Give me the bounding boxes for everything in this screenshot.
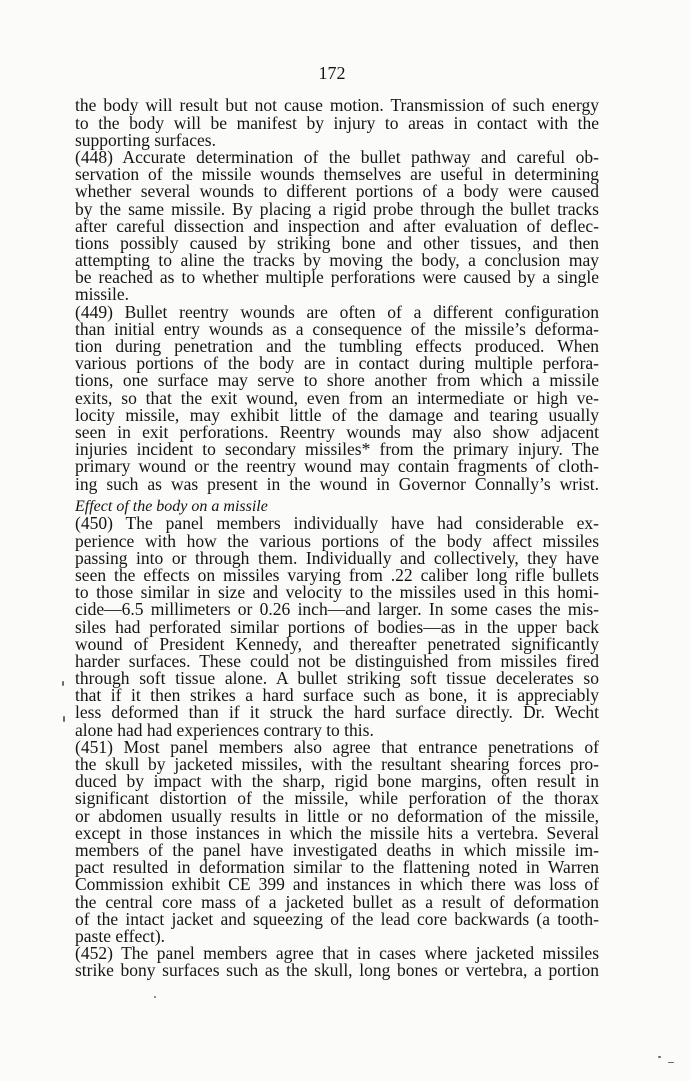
text-line: (451) Most panel members also agree that entrance penetrations of (75, 736, 599, 757)
text-line: whether several wounds to different portions of a body were caused (75, 181, 599, 202)
scan-speck (154, 996, 156, 998)
text-line: to the body will be manifest by injury to areas in contact with the (75, 112, 599, 133)
text-line: tion during penetration and the tumbling effects produced. When (75, 336, 599, 357)
text-line: passing into or through them. Individually and collectively, they have (75, 547, 599, 568)
text-line: pact resulted in deformation similar to the flattening noted in Warren (75, 857, 599, 878)
text-line: alone had had experiences contrary to this. (75, 719, 374, 740)
scan-speck (658, 1056, 661, 1058)
paragraph-449 (75, 301, 599, 494)
text-line: (448) Accurate determination of the bullet pathway and careful ob- (75, 146, 599, 167)
text-line: attempting to aline the tracks by moving the body, a conclusion may (75, 250, 599, 271)
text-line: locity missile, may exhibit little of the damage and tearing usually (75, 404, 599, 425)
text-line: members of the panel have investigated deaths in which missile im- (75, 839, 599, 860)
text-line: or abdomen usually results in little or no deformation of the missile, (75, 805, 599, 826)
text-line: ing such as was present in the wound in Governor Connally’s wrist. (75, 473, 599, 494)
text-line: missile. (75, 284, 129, 305)
text-line: through soft tissue alone. A bullet striking soft tissue decelerates so (75, 668, 599, 689)
text-line: harder surfaces. These could not be distinguished from missiles fired (75, 650, 599, 671)
text-line: supporting surfaces. (75, 129, 216, 150)
section-heading: Effect of the body on a missile (75, 498, 268, 516)
body-text (75, 97, 599, 979)
text-line: duced by impact with the sharp, rigid bone margins, often result in (75, 771, 599, 792)
text-line: paste effect). (75, 925, 166, 946)
text-line: significant distortion of the missile, while perforation of the thorax (75, 788, 599, 809)
text-line: various portions of the body are in contact during multiple perfora- (75, 353, 599, 374)
text-line: exits, so that the exit wound, even from an intermediate or high ve- (75, 387, 599, 408)
text-line: (449) Bullet reentry wounds are often of a different configuration (75, 301, 599, 322)
paragraph-451 (75, 736, 599, 946)
text-line: seen in exit perforations. Reentry wounds may also show adjacent (75, 421, 599, 442)
text-line: injuries incident to secondary missiles* from the primary injury. The (75, 439, 599, 460)
text-line: cide—6.5 millimeters or 0.26 inch—and larger. In some cases the mis- (75, 599, 599, 620)
text-line: than initial entry wounds as a consequence of the missile’s deforma- (75, 318, 599, 339)
text-line: the skull by jacketed missiles, with the resultant shearing forces pro- (75, 754, 599, 775)
text-line: to those similar in size and velocity to the missiles used in this homi- (75, 582, 599, 603)
text-line: be reached as to whether multiple perforations were caused by a single (75, 267, 599, 288)
text-line: tions, one surface may serve to shore another from which a missile (75, 370, 599, 391)
page-number: 172 (318, 63, 346, 83)
text-line: except in those instances in which the missile hits a vertebra. Several (75, 822, 599, 843)
text-line: tions possibly caused by striking bone and other tissues, and then (75, 232, 599, 253)
text-line: less deformed than if it struck the hard surface directly. Dr. Wecht (75, 702, 599, 723)
text-line: strike bony surfaces such as the skull, long bones or vertebra, a portion (75, 960, 599, 981)
scan-speck (62, 681, 64, 686)
text-line: the central core mass of a jacketed bullet as a result of deformation (75, 891, 599, 912)
text-line: seen the effects on missiles varying from .22 caliber long rifle bullets (75, 564, 599, 585)
paragraph-continued (75, 97, 599, 149)
scan-speck (63, 716, 65, 722)
text-line: by the same missile. By placing a rigid probe through the bullet tracks (75, 198, 599, 219)
text-line: Commission exhibit CE 399 and instances in which there was loss of (75, 874, 599, 895)
text-line: perience with how the various portions of the body affect missiles (75, 530, 599, 551)
paragraph-450 (75, 515, 599, 738)
text-line: that if it then strikes a hard surface such as bone, it is appreciably (75, 685, 599, 706)
text-line: (450) The panel members individually have had considerable ex- (75, 513, 599, 534)
text-line: servation of the missile wounds themselves are useful in determining (75, 164, 599, 185)
text-line: wound of President Kennedy, and thereafter penetrated significantly (75, 633, 599, 654)
scan-speck (668, 1062, 674, 1063)
text-line: siles had perforated similar portions of bodies—as in the upper back (75, 616, 599, 637)
text-line: the body will result but not cause motion. Transmission of such energy (75, 95, 599, 116)
text-line: (452) The panel members agree that in cases where jacketed missiles (75, 943, 599, 964)
text-line: after careful dissection and inspection and after evaluation of deflec- (75, 215, 599, 236)
paragraph-448 (75, 146, 599, 305)
text-line: primary wound or the reentry wound may contain fragments of cloth- (75, 456, 599, 477)
paragraph-452 (75, 945, 599, 979)
text-line: of the intact jacket and squeezing of the lead core backwards (a tooth- (75, 908, 599, 929)
